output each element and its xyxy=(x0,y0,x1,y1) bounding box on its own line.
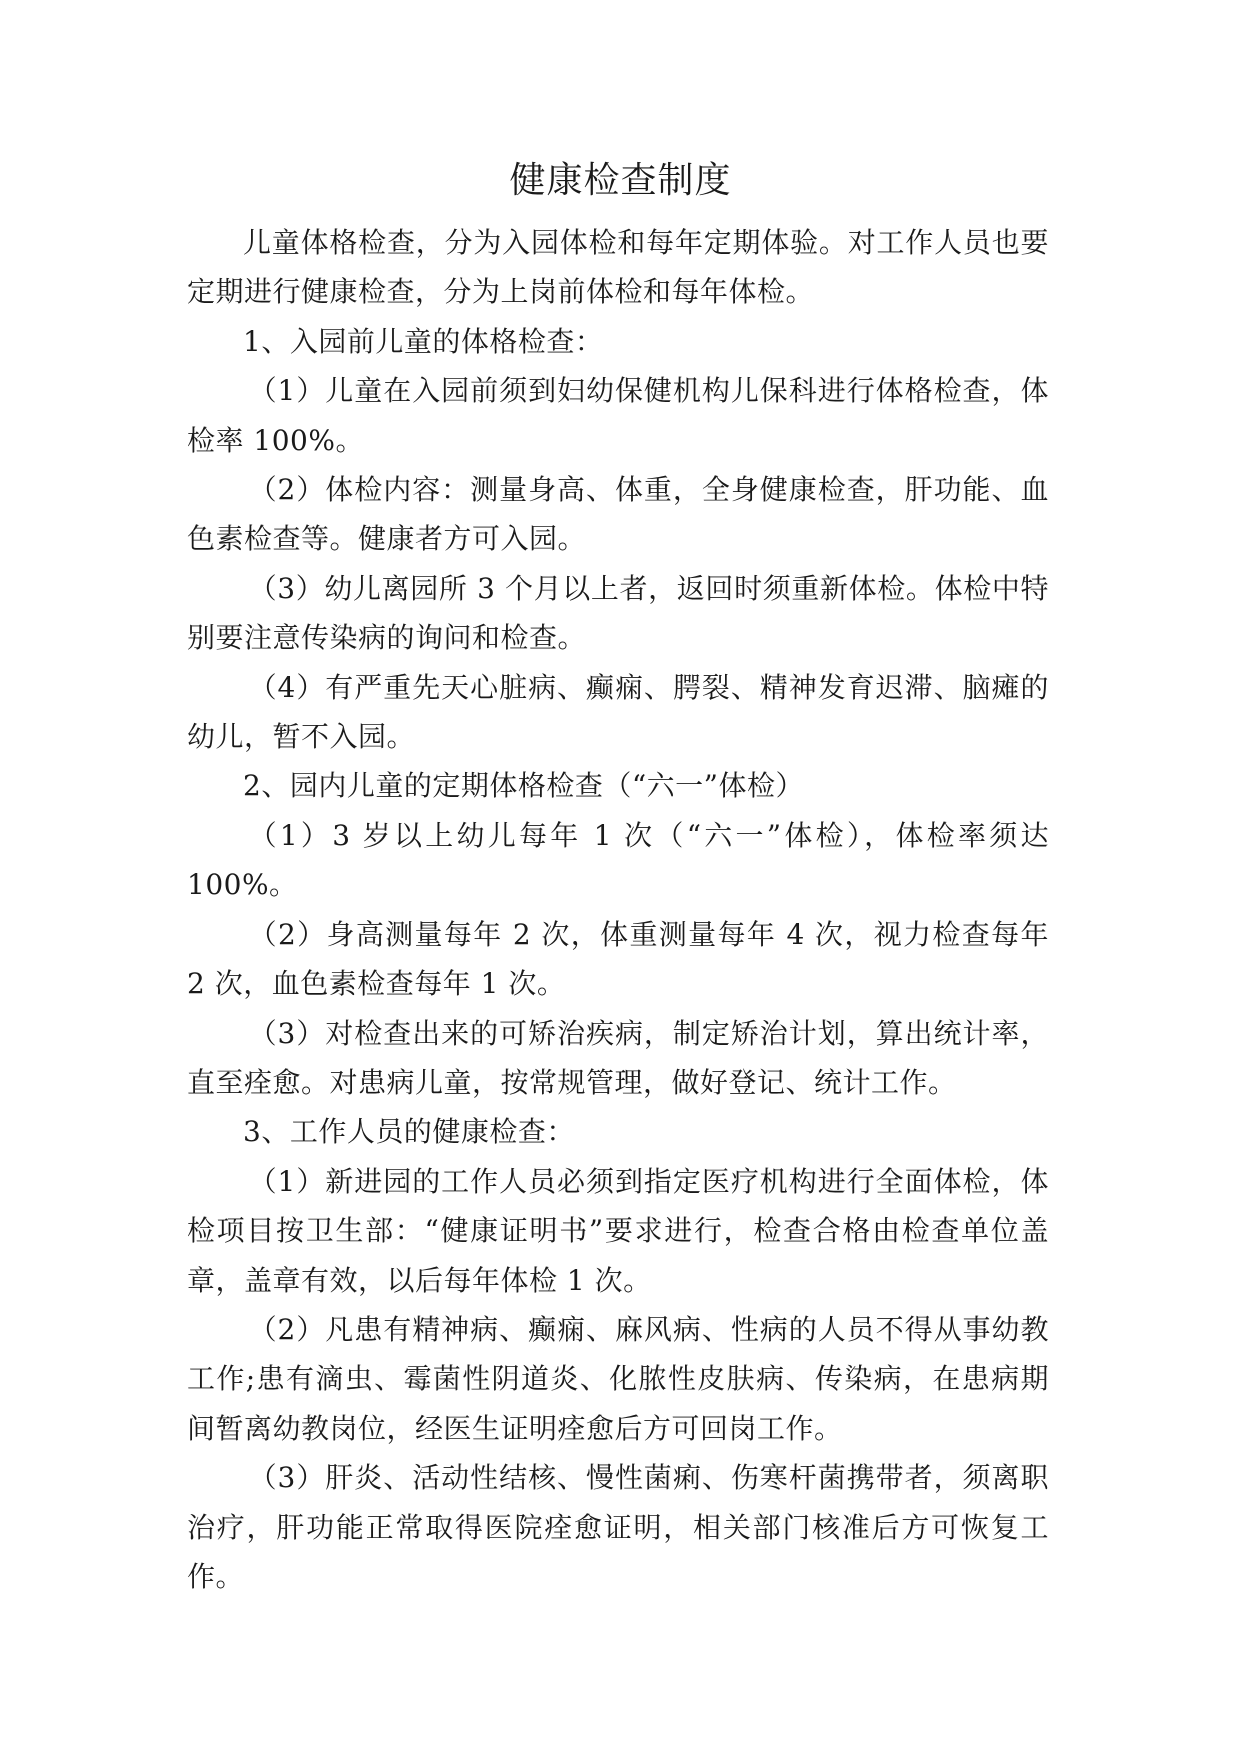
paragraph-item: （3）幼儿离园所 3 个月以上者，返回时须重新体检。体检中特别要注意传染病的询问和检查。 xyxy=(187,571,1049,655)
document-body xyxy=(187,218,1049,1601)
paragraph-item: （2）身高测量每年 2 次，体重测量每年 4 次，视力检查每年 2 次，血色素检查每年 1 次。 xyxy=(187,917,1049,1001)
paragraph-intro: 儿童体格检查，分为入园体检和每年定期体验。对工作人员也要定期进行健康检查，分为上岗前体检和每年体检。 xyxy=(187,226,1049,309)
paragraph-item: （2）体检内容：测量身高、体重，全身健康检查，肝功能、血色素检查等。健康者方可入园。 xyxy=(187,473,1049,556)
section-heading-3: 3、工作人员的健康检查： xyxy=(243,1115,575,1149)
section-heading-2: 2、园内儿童的定期体格检查（“六一”体检） xyxy=(243,769,804,803)
paragraph-item: （1）新进园的工作人员必须到指定医疗机构进行全面体检，体检项目按卫生部：“健康证明书”要求进行，检查合格由检查单位盖章，盖章有效，以后每年体检 1 次。 xyxy=(187,1164,1049,1297)
paragraph-item: （2）凡患有精神病、癫痫、麻风病、性病的人员不得从事幼教工作;患有滴虫、霉菌性阴道炎、化脓性皮肤病、传染病，在患病期间暂离幼教岗位，经医生证明痊愈后方可回岗工作。 xyxy=(187,1312,1049,1445)
paragraph-item: （1）儿童在入园前须到妇幼保健机构儿保科进行体格检查，体检率 100%。 xyxy=(187,374,1049,457)
paragraph-item: （4）有严重先天心脏病、癫痫、腭裂、精神发育迟滞、脑瘫的幼儿，暂不入园。 xyxy=(187,670,1049,754)
paragraph-item: （1）3 岁以上幼儿每年 1 次（“六一”体检），体检率须达 100%。 xyxy=(187,818,1049,902)
document-title: 健康检查制度 xyxy=(509,160,732,201)
section-heading-1: 1、入园前儿童的体格检查： xyxy=(243,324,604,358)
paragraph-item: （3）肝炎、活动性结核、慢性菌痢、伤寒杆菌携带者，须离职治疗，肝功能正常取得医院痊愈证明，相关部门核准后方可恢复工作。 xyxy=(187,1461,1049,1593)
paragraph-item: （3）对检查出来的可矫治疾病，制定矫治计划，算出统计率，直至痊愈。对患病儿童，按常规管理，做好登记、统计工作。 xyxy=(187,1016,1049,1099)
